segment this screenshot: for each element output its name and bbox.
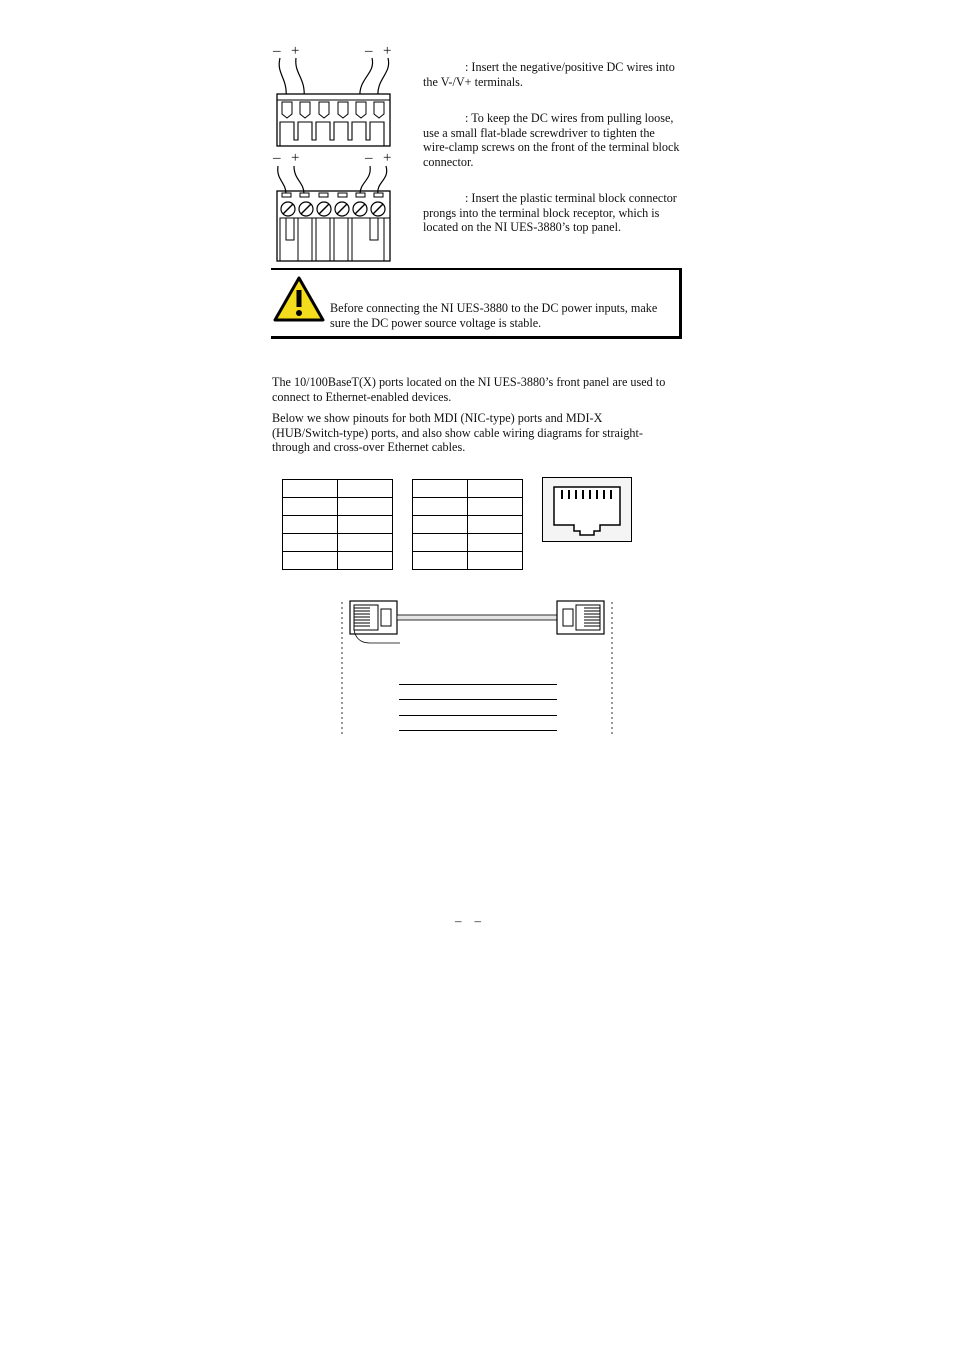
table-row xyxy=(283,516,393,534)
step-2-text: : To keep the DC wires from pulling loose, use a small flat-blade screwdriver to tighten the wire-clamp screws on the front of the terminal block connector. xyxy=(423,111,680,169)
mdi-x-pinout-table xyxy=(412,479,523,570)
terminal-plus-label: + xyxy=(291,43,300,59)
terminal-plus-label: + xyxy=(383,150,392,166)
table-row xyxy=(413,552,523,570)
table-row xyxy=(413,516,523,534)
warning-icon xyxy=(273,276,325,322)
table-row xyxy=(283,498,393,516)
terminal-minus-label: – xyxy=(365,43,373,59)
table-row xyxy=(413,534,523,552)
wiring-line xyxy=(399,715,557,716)
wiring-line xyxy=(399,684,557,685)
terminal-block-screw-diagram xyxy=(272,166,397,262)
step-3-text: : Insert the plastic terminal block connector prongs into the terminal block receptor, which is located on the NI UES-3880’s top panel. xyxy=(423,191,677,235)
terminal-block-wire-diagram xyxy=(272,46,397,146)
page-number-marks: – – xyxy=(455,913,481,928)
rj45-port-icon xyxy=(542,477,632,542)
pinout-description-paragraph: Below we show pinouts for both MDI (NIC-type) ports and MDI-X (HUB/Switch-type) ports, and also show cable wiring diagrams for straight-through and cross-over Ethernet cables. xyxy=(272,411,643,455)
terminal-plus-label: + xyxy=(291,150,300,166)
table-row xyxy=(413,480,523,498)
wiring-line xyxy=(399,699,557,700)
table-row xyxy=(283,534,393,552)
mdi-pinout-table xyxy=(282,479,393,570)
terminal-minus-label: – xyxy=(273,150,281,166)
terminal-plus-label: + xyxy=(383,43,392,59)
table-row xyxy=(283,552,393,570)
terminal-minus-label: – xyxy=(365,150,373,166)
table-row xyxy=(413,498,523,516)
wiring-line xyxy=(399,730,557,731)
table-row xyxy=(283,480,393,498)
step-1-text: : Insert the negative/positive DC wires into the V-/V+ terminals. xyxy=(423,60,675,89)
terminal-minus-label: – xyxy=(273,43,281,59)
caution-text: Before connecting the NI UES-3880 to the DC power inputs, make sure the DC power source voltage is stable. xyxy=(330,301,658,330)
ethernet-intro-paragraph: The 10/100BaseT(X) ports located on the NI UES-3880’s front panel are used to connect to Ethernet-enabled devices. xyxy=(272,375,666,404)
